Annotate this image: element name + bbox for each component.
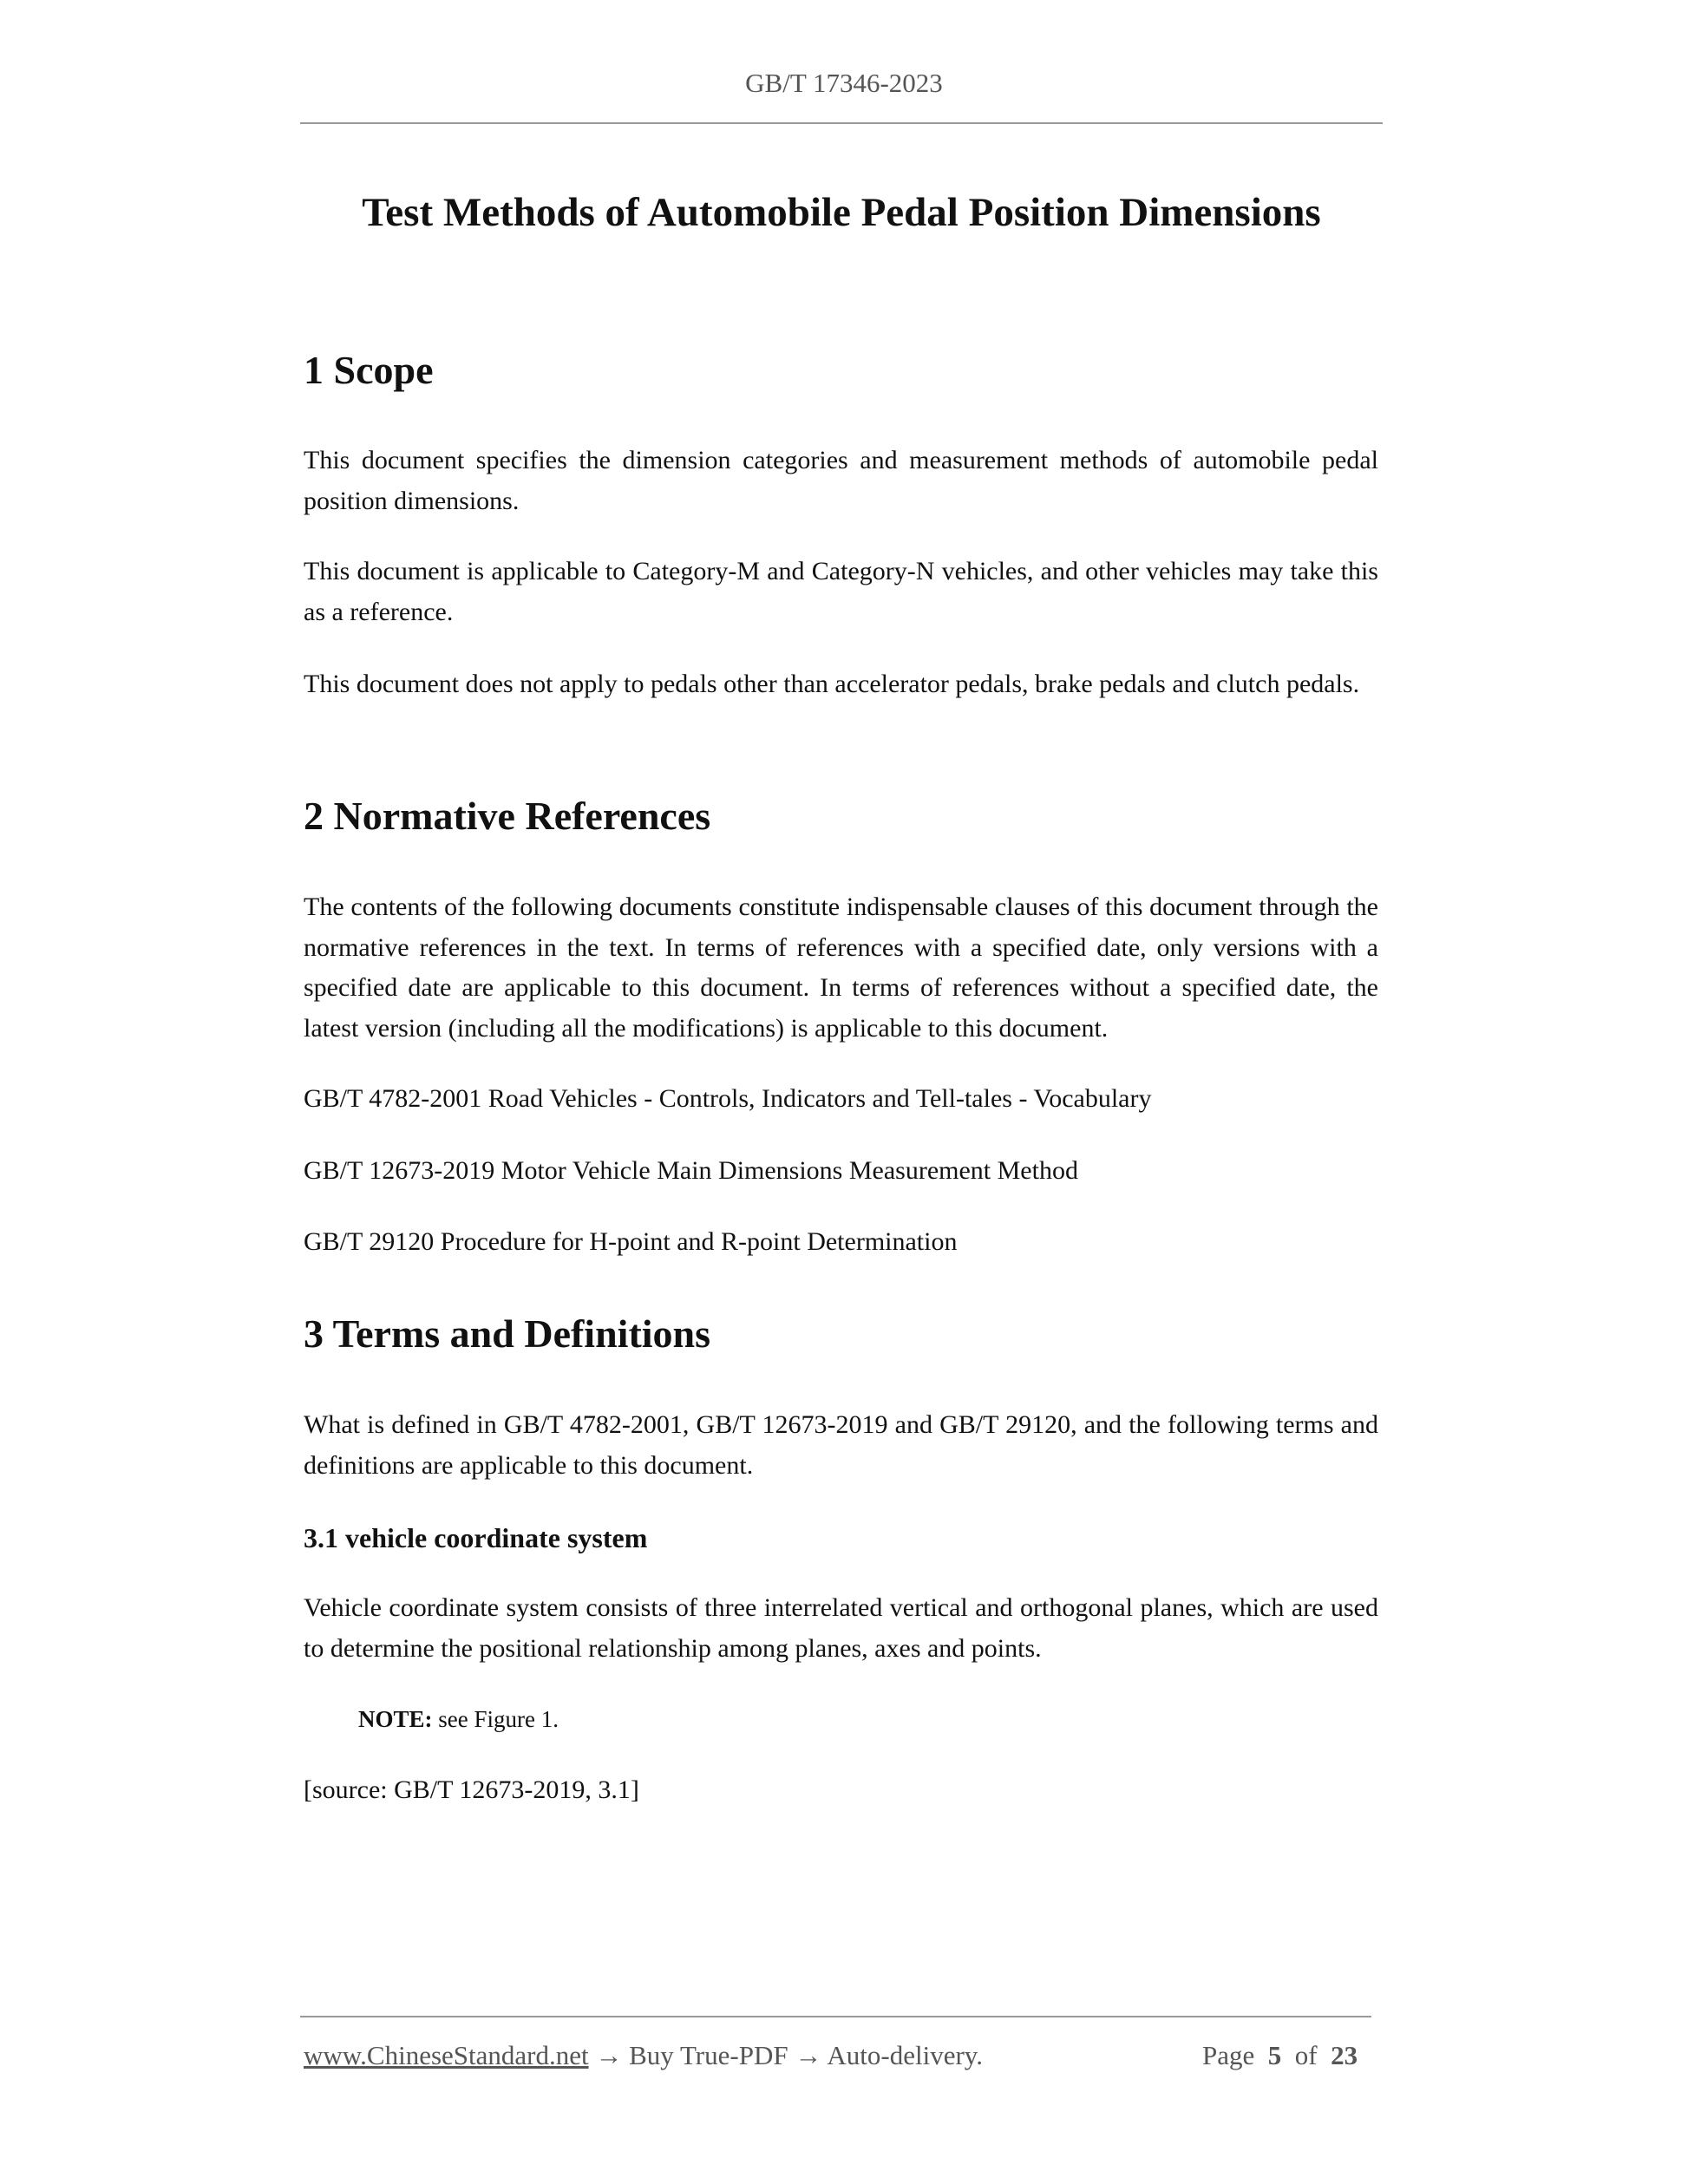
of-label: of: [1294, 2040, 1318, 2070]
source-citation: [source: GB/T 12673-2019, 3.1]: [304, 1775, 639, 1804]
website-link[interactable]: www.ChineseStandard.net: [304, 2040, 589, 2070]
reference-item: GB/T 4782-2001 Road Vehicles - Controls, Indicators and Tell-tales - Vocabulary: [304, 1084, 1152, 1113]
paragraph: The contents of the following documents constitute indispensable clauses of this document through the normative references in the text. In terms of references with a specified date, only versions with a specified date are applicable to this document. In terms of references without a specified date, the latest version (including all the modifications) is applicable to this document.: [304, 893, 1378, 1043]
reference-item: GB/T 12673-2019 Motor Vehicle Main Dimensions Measurement Method: [304, 1156, 1078, 1185]
paragraph: This document specifies the dimension categories and measurement methods of automobile pedal position dimensions.: [304, 446, 1378, 515]
paragraph: What is defined in GB/T 4782-2001, GB/T 12673-2019 and GB/T 29120, and the following terms and definitions are applicable to this document.: [304, 1410, 1378, 1480]
running-header: GB/T 17346-2023: [745, 68, 943, 98]
note-text: see Figure 1.: [432, 1706, 559, 1732]
footer-divider: [300, 2016, 1371, 2017]
subsection-heading: 3.1 vehicle coordinate system: [304, 1522, 648, 1553]
section-heading-scope: 1 Scope: [304, 348, 434, 392]
arrow-icon: →: [795, 2040, 822, 2070]
paragraph: This document does not apply to pedals other than accelerator pedals, brake pedals and clutch pedals.: [304, 670, 1360, 698]
buy-text: Buy True-PDF: [629, 2040, 788, 2070]
reference-item: GB/T 29120 Procedure for H-point and R-point Determination: [304, 1227, 958, 1256]
footer-promo: [304, 2038, 983, 2073]
total-pages: 23: [1331, 2040, 1358, 2070]
page-label: Page: [1202, 2040, 1255, 2070]
paragraph: This document is applicable to Category-M and Category-N vehicles, and other vehicles may take this as a reference.: [304, 557, 1378, 626]
arrow-icon: →: [595, 2040, 623, 2070]
current-page: 5: [1267, 2040, 1282, 2070]
paragraph: Vehicle coordinate system consists of three interrelated vertical and orthogonal planes, which are used to determine the positional relationship among planes, axes and points.: [304, 1593, 1378, 1663]
delivery-text: Auto-delivery.: [827, 2040, 984, 2070]
section-heading-terms: 3 Terms and Definitions: [304, 1311, 711, 1356]
page-number: [1202, 2038, 1358, 2073]
header-divider: [300, 122, 1383, 124]
note-label: NOTE:: [358, 1706, 433, 1732]
section-heading-normative-references: 2 Normative References: [304, 794, 711, 838]
note: [358, 1699, 559, 1739]
document-title: Test Methods of Automobile Pedal Position Dimensions: [362, 190, 1321, 235]
